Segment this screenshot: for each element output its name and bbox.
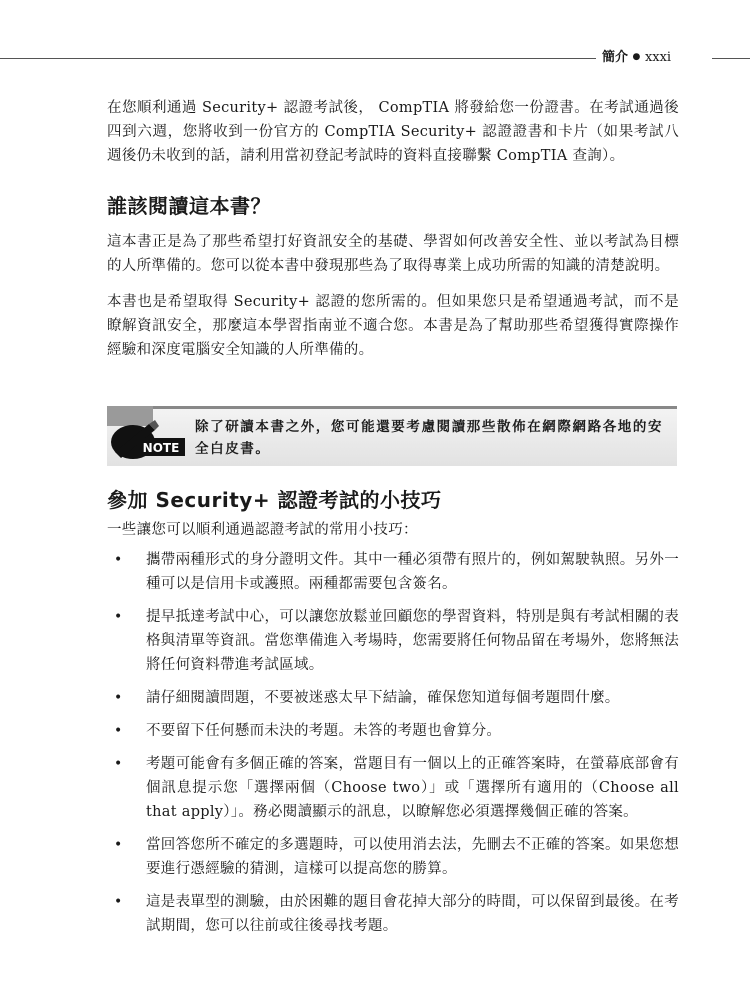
note-icon-label: NOTE <box>142 441 180 455</box>
bullet: • <box>114 552 123 568</box>
list-item <box>107 833 679 881</box>
tip-text: 攜帶兩種形式的身分證明文件。其中一種必須帶有照片的，例如駕駛執照。另外一種可以是信用卡或護照。兩種都需要包含簽名。 <box>146 552 679 592</box>
bullet: • <box>114 894 123 910</box>
note-top-rule <box>107 406 677 409</box>
note-pen-icon <box>109 418 187 466</box>
bullet: • <box>114 756 123 772</box>
header-text <box>602 46 671 65</box>
bullet: • <box>114 690 123 706</box>
page-body <box>107 96 679 362</box>
tip-text: 不要留下任何懸而未決的考題。未答的考題也會算分。 <box>146 723 502 739</box>
tips-intro: 一些讓您可以順利通過認證考試的常用小技巧： <box>107 522 418 538</box>
section-heading-who-should-read: 誰該閱讀這本書？ <box>107 194 271 218</box>
note-box <box>107 406 677 466</box>
list-item <box>107 752 679 824</box>
running-header <box>0 44 750 66</box>
tip-text: 這是表單型的測驗，由於困難的題目會花掉大部分的時間，可以保留到最後。在考試期間，您可以往前或往後尋找考題。 <box>146 894 679 934</box>
section-heading-exam-tips: 參加 Security+ 認證考試的小技巧 <box>107 488 442 512</box>
section1-paragraph: 本書也是希望取得 Security+ 認證的您所需的。但如果您只是希望通過考試，而不是瞭解資訊安全，那麼這本學習指南並不適合您。本書是為了幫助那些希望獲得實際操作經驗和深度電腦安全知識的人所準備的。 <box>107 294 679 358</box>
header-separator: ● <box>632 52 641 62</box>
tip-text: 當回答您所不確定的多選題時，可以使用消去法，先刪去不正確的答案。如果您想要進行憑經驗的猜測，這樣可以提高您的勝算。 <box>146 837 679 877</box>
intro-paragraph: 在您順利通過 Security+ 認證考試後， CompTIA 將發給您一份證書。在考試通過後四到六週，您將收到一份官方的 CompTIA Security+ 認證證書和卡片（如果考試八週後仍未收到的話，請利用當初登記考試時的資料直接聯繫 CompTIA 查詢）。 <box>107 100 679 164</box>
list-item <box>107 548 679 596</box>
list-item <box>107 719 679 743</box>
bullet: • <box>114 837 123 853</box>
header-rule-right <box>712 58 750 59</box>
tip-text: 提早抵達考試中心，可以讓您放鬆並回顧您的學習資料，特別是與有考試相關的表格與清單等資訊。當您準備進入考場時，您需要將任何物品留在考場外，您將無法將任何資料帶進考試區域。 <box>146 609 679 673</box>
tips-list <box>107 548 679 938</box>
bullet: • <box>114 723 123 739</box>
page-number: xxxi <box>644 50 672 65</box>
list-item <box>107 605 679 677</box>
tip-text: 請仔細閱讀問題，不要被迷惑太早下結論，確保您知道每個考題問什麼。 <box>146 690 620 706</box>
section1-paragraph: 這本書正是為了那些希望打好資訊安全的基礎、學習如何改善安全性、並以考試為目標的人所準備的。您可以從本書中發現那些為了取得專業上成功所需的知識的清楚說明。 <box>107 234 679 274</box>
tips-section <box>107 486 679 938</box>
list-item <box>107 890 679 938</box>
bullet: • <box>114 609 123 625</box>
note-text: 除了研讀本書之外，您可能還要考慮閱讀那些散佈在網際網路各地的安全白皮書。 <box>195 419 664 457</box>
list-item <box>107 686 679 710</box>
tip-text: 考題可能會有多個正確的答案，當題目有一個以上的正確答案時，在螢幕底部會有個訊息提示您「選擇兩個（Choose two）」或「選擇所有適用的（Choose all that apply）」。務必閱讀顯示的訊息，以瞭解您必須選擇幾個正確的答案。 <box>146 756 679 820</box>
header-rule-left <box>0 58 596 59</box>
header-section-title: 簡介 <box>602 50 629 65</box>
